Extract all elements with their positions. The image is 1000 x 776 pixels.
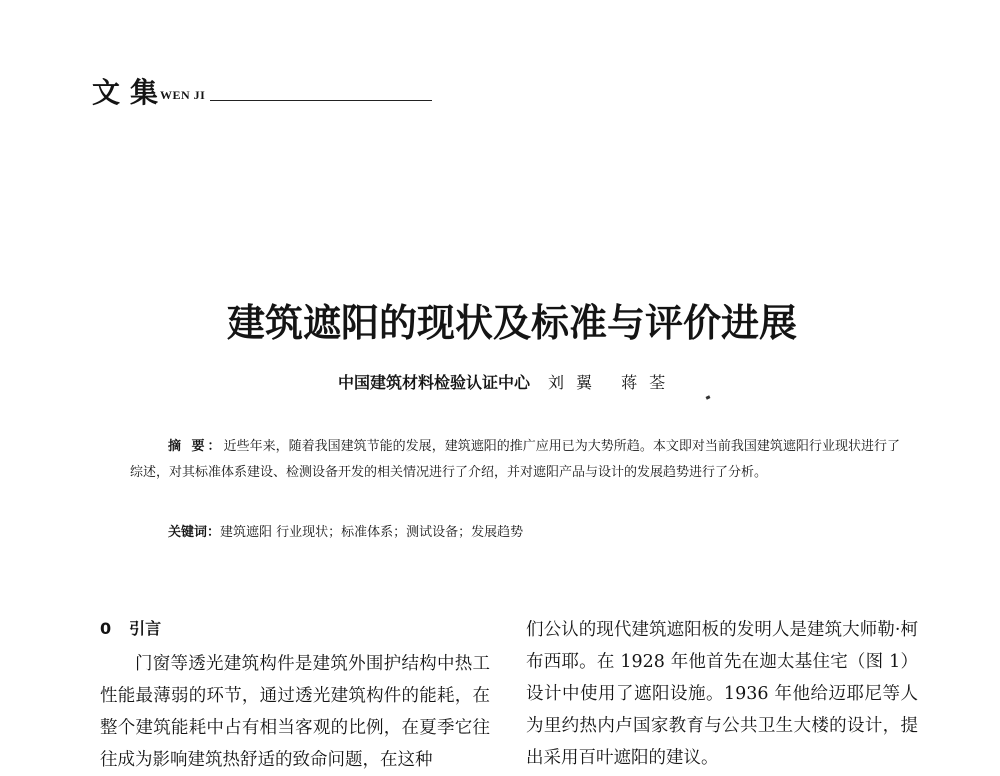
section-heading [100, 614, 490, 644]
abstract [130, 434, 900, 486]
section-title: 引言 [129, 619, 162, 638]
running-header-chinese: 文集 [92, 76, 169, 109]
section-number: 0 [100, 619, 112, 638]
abstract-text: 近些年来，随着我国建筑节能的发展，建筑遮阳的推广应用已为大势所趋。本文即对当前我国建筑遮阳行业现状进行了综述，对其标准体系建设、检测设备开发的相关情况进行了介绍，并对遮阳产品与设计的发展趋势进行了分析。 [130, 439, 900, 480]
author-affiliation: 中国建筑材料检验认证中心 [338, 373, 531, 392]
header-rule [210, 100, 432, 101]
author-line [338, 370, 677, 396]
body-paragraph-left: 门窗等透光建筑构件是建筑外围护结构中热工性能最薄弱的环节，通过透光建筑构件的能耗，在整个建筑能耗中占有相当客观的比例，在夏季它往往成为影响建筑热舒适的致命问题，在这种 [100, 654, 490, 770]
scan-artifact-mark [706, 395, 711, 399]
keywords-text: 建筑遮阳 行业现状；标准体系；测试设备；发展趋势 [220, 525, 524, 540]
body-column-right [526, 614, 918, 774]
running-header-pinyin: WEN JI [160, 88, 206, 102]
article-title: 建筑遮阳的现状及标准与评价进展 [226, 300, 797, 346]
body-column-left [100, 614, 490, 776]
abstract-label: 摘 要： [168, 439, 224, 454]
body-paragraph-right: 们公认的现代建筑遮阳板的发明人是建筑大师勒·柯布西耶。在 1928 年他首先在迦太基住宅（图 1）设计中使用了遮阳设施。1936 年他给迈耶尼等人为里约热内卢国家教育与公共卫生大楼的设计，提出采用百叶遮阳的建议。 [526, 620, 918, 768]
running-header [92, 76, 432, 112]
keywords-label: 关键词： [168, 525, 221, 540]
author-names: 刘翼 蒋荃 [548, 373, 678, 392]
keywords [168, 520, 888, 546]
